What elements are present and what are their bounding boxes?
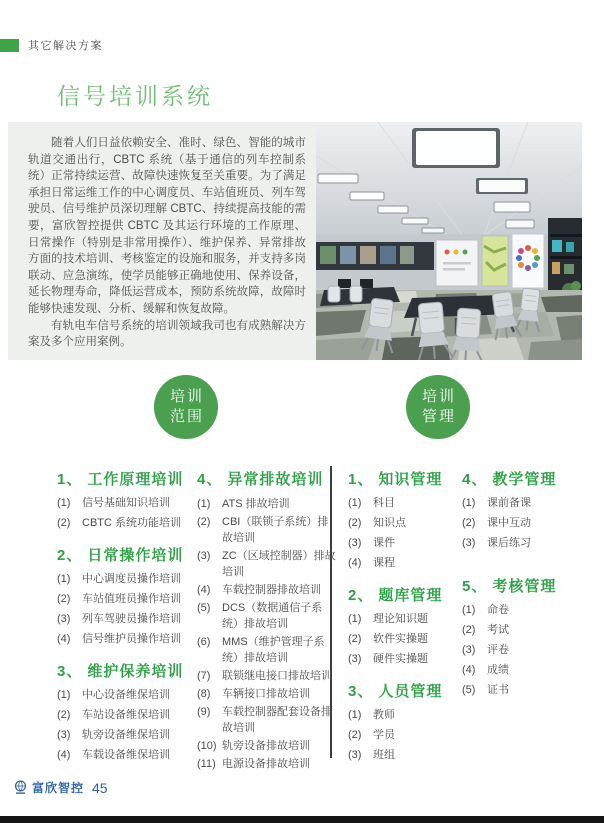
- list-item: [197, 686, 338, 702]
- section-title: [57, 468, 197, 489]
- item-text: MMS（维护管理子系统）排故培训: [222, 636, 325, 664]
- list-item: [348, 632, 460, 647]
- section-title: [462, 468, 578, 489]
- list-item: [348, 536, 460, 551]
- eyebrow-label: 其它解决方案: [28, 40, 103, 52]
- item-number: (4): [462, 664, 476, 676]
- list-item: [348, 516, 460, 531]
- item-text: 信号维护员操作培训: [82, 633, 181, 645]
- item-number: (2): [462, 517, 476, 529]
- list-item: [197, 600, 338, 632]
- list-item: [462, 516, 578, 531]
- brand-logo-icon: [13, 780, 28, 795]
- section-items: [57, 496, 197, 531]
- section-name: 教学管理: [492, 471, 557, 488]
- list-item: [348, 728, 460, 743]
- list-item: [57, 612, 197, 627]
- list-item: [57, 516, 197, 531]
- item-text: 硬件实操题: [373, 653, 428, 665]
- item-number: (6): [197, 636, 211, 648]
- item-text: 车辆接口排故培训: [222, 688, 310, 700]
- item-text: 成绩: [487, 664, 509, 676]
- item-number: (2): [57, 593, 71, 605]
- section-question-bank-management: [348, 584, 460, 667]
- item-number: (3): [348, 653, 362, 665]
- item-text: 命卷: [487, 604, 509, 616]
- badge-training-management: [406, 375, 470, 439]
- section-name: 考核管理: [492, 578, 557, 595]
- section-number: 5、: [462, 578, 488, 595]
- list-item: [197, 634, 338, 666]
- item-number: (1): [197, 498, 211, 510]
- section-items: [348, 612, 460, 667]
- list-item: [348, 556, 460, 571]
- list-item: [57, 572, 197, 587]
- item-number: (4): [57, 633, 71, 645]
- badge-training-scope: [154, 375, 218, 439]
- item-number: (2): [348, 517, 362, 529]
- section-maintenance-training: [57, 660, 197, 763]
- list-item: [348, 612, 460, 627]
- item-number: (7): [197, 670, 211, 682]
- item-number: (3): [197, 550, 211, 562]
- list-item: [348, 708, 460, 723]
- section-name: 异常排故培训: [227, 471, 324, 488]
- item-text: ZC（区域控制器）排故培训: [222, 550, 336, 578]
- green-square-icon: [0, 39, 19, 52]
- list-item: [462, 623, 578, 638]
- item-number: (3): [462, 537, 476, 549]
- item-number: (11): [197, 758, 216, 770]
- item-text: 教师: [373, 709, 395, 721]
- item-number: (3): [348, 749, 362, 761]
- section-personnel-management: [348, 680, 460, 763]
- list-item: [197, 756, 338, 772]
- section-items: [462, 603, 578, 698]
- section-daily-operation-training: [57, 544, 197, 647]
- section-title: [348, 468, 460, 489]
- list-item: [462, 663, 578, 678]
- item-text: 车载控制器排故培训: [222, 584, 321, 596]
- item-text: 课后练习: [487, 537, 531, 549]
- section-items: [57, 688, 197, 763]
- item-number: (2): [197, 516, 211, 528]
- section-number: 4、: [462, 471, 488, 488]
- item-number: (4): [57, 749, 71, 761]
- section-number: 4、: [197, 471, 223, 488]
- intro-paragraph-1: 随着人们日益依赖安全、准时、绿色、智能的城市轨道交通出行，CBTC 系统（基于通信的列车控制系统）正常持续运营、故障快速恢复至关重要。为了满足承担日常运维工作的中心调度员、车站值班员、列车驾驶员、信号维护员深切理解 CBTC、持续提高技能的需要，富欣智控提供 CBTC 及其运行环境的工作原理、日常操作（特别是非常用操作）、维护保养、异常排故方面的技术培训、考核鉴定的设施和服务，并支持多岗联动、应急演练，使学员能够正确地使用、保养设备，延长物理寿命，降低运营成本，预防系统故障，故障时能够快速发现、分析、缓解和恢复故障。: [28, 137, 306, 315]
- section-name: 知识管理: [378, 471, 443, 488]
- section-assessment-management: [462, 575, 578, 698]
- list-item: [348, 496, 460, 511]
- management-column-2: [462, 468, 578, 711]
- item-text: 车载设备维保培训: [82, 749, 170, 761]
- item-number: (10): [197, 740, 217, 752]
- item-number: (4): [197, 584, 211, 596]
- item-text: ATS 排故培训: [222, 498, 290, 510]
- item-text: 信号基础知识培训: [82, 497, 170, 509]
- list-item: [197, 738, 338, 754]
- list-item: [462, 683, 578, 698]
- brand-name: 富欣智控: [32, 781, 85, 795]
- item-number: (5): [197, 602, 211, 614]
- section-number: 1、: [57, 471, 83, 488]
- item-number: (2): [57, 517, 71, 529]
- section-fault-handling-training: [197, 468, 338, 772]
- item-number: (5): [462, 684, 476, 696]
- item-number: (2): [57, 709, 71, 721]
- item-text: 理论知识题: [373, 613, 428, 625]
- item-number: (3): [348, 537, 362, 549]
- item-text: 课程: [373, 557, 395, 569]
- section-title: [197, 468, 338, 489]
- item-number: (8): [197, 688, 211, 700]
- item-text: 知识点: [373, 517, 406, 529]
- item-text: 电源设备排故培训: [222, 758, 310, 770]
- item-text: 软件实操题: [373, 633, 428, 645]
- item-text: CBTC 系统功能培训: [82, 517, 181, 529]
- list-item: [57, 728, 197, 743]
- training-room-illustration: [316, 122, 582, 360]
- list-item: [348, 652, 460, 667]
- item-text: 学员: [373, 729, 395, 741]
- list-item: [57, 708, 197, 723]
- list-item: [57, 592, 197, 607]
- item-text: 车站设备维保培训: [82, 709, 170, 721]
- list-item: [57, 632, 197, 647]
- section-items: [462, 496, 578, 551]
- list-item: [348, 748, 460, 763]
- item-number: (3): [57, 613, 71, 625]
- item-text: 车载控制器配套设备排故培训: [222, 706, 332, 734]
- section-title: [348, 584, 460, 605]
- item-text: 中心调度员操作培训: [82, 573, 181, 585]
- item-text: 科目: [373, 497, 395, 509]
- section-name: 题库管理: [378, 587, 443, 604]
- item-number: (1): [348, 613, 362, 625]
- list-item: [57, 688, 197, 703]
- section-eyebrow: [0, 37, 103, 53]
- list-item: [197, 668, 338, 684]
- section-number: 3、: [348, 683, 374, 700]
- section-number: 2、: [57, 547, 83, 564]
- section-number: 2、: [348, 587, 374, 604]
- list-item: [197, 548, 338, 580]
- item-text: 课件: [373, 537, 395, 549]
- item-text: 中心设备维保培训: [82, 689, 170, 701]
- list-item: [197, 704, 338, 736]
- section-items: [348, 708, 460, 763]
- page-title: 信号培训系统: [57, 83, 213, 109]
- item-number: (2): [462, 624, 476, 636]
- item-text: DCS（数据通信子系统）排故培训: [222, 602, 323, 630]
- list-item: [57, 496, 197, 511]
- item-text: 轨旁设备维保培训: [82, 729, 170, 741]
- section-number: 1、: [348, 471, 374, 488]
- section-number: 3、: [57, 663, 83, 680]
- section-title: [348, 680, 460, 701]
- item-text: 考试: [487, 624, 509, 636]
- section-knowledge-management: [348, 468, 460, 571]
- section-title: [462, 575, 578, 596]
- item-number: (9): [197, 706, 211, 718]
- item-number: (1): [57, 573, 71, 585]
- training-room-photo: [316, 122, 582, 360]
- item-number: (1): [462, 604, 476, 616]
- page-footer: [13, 779, 108, 796]
- section-name: 人员管理: [378, 683, 443, 700]
- scope-column-1: [57, 468, 197, 776]
- page-bottom-edge: [0, 816, 604, 823]
- item-number: (1): [57, 497, 71, 509]
- list-item: [197, 514, 338, 546]
- intro-paragraph-2: 有轨电车信号系统的培训领域我司也有成熟解决方案及多个应用案例。: [28, 319, 306, 349]
- section-title: [57, 544, 197, 565]
- badge-line: 管理: [421, 408, 456, 425]
- item-number: (4): [348, 557, 362, 569]
- section-title: [57, 660, 197, 681]
- page-number: 45: [92, 779, 108, 796]
- list-item: [462, 643, 578, 658]
- scope-column-2: [197, 468, 338, 785]
- item-number: (3): [462, 644, 476, 656]
- section-teaching-management: [462, 468, 578, 551]
- item-text: 列车驾驶员操作培训: [82, 613, 181, 625]
- item-text: 课中互动: [487, 517, 531, 529]
- section-name: 工作原理培训: [87, 471, 184, 488]
- item-text: 课前备课: [487, 497, 531, 509]
- item-number: (1): [462, 497, 476, 509]
- item-number: (2): [348, 633, 362, 645]
- badge-line: 培训: [421, 388, 456, 405]
- item-text: 评卷: [487, 644, 509, 656]
- item-number: (1): [57, 689, 71, 701]
- list-item: [197, 582, 338, 598]
- badge-line: 范围: [169, 408, 204, 425]
- item-number: (1): [348, 709, 362, 721]
- badge-line: 培训: [169, 388, 204, 405]
- item-text: 轨旁设备排故培训: [222, 740, 310, 752]
- item-number: (1): [348, 497, 362, 509]
- list-item: [462, 536, 578, 551]
- section-name: 维护保养培训: [87, 663, 184, 680]
- list-item: [197, 496, 338, 512]
- list-item: [57, 748, 197, 763]
- list-item: [462, 603, 578, 618]
- section-items: [57, 572, 197, 647]
- item-number: (2): [348, 729, 362, 741]
- item-text: 证书: [487, 684, 509, 696]
- item-text: 联锁继电接口排故培训: [222, 670, 332, 682]
- section-name: 日常操作培训: [87, 547, 184, 564]
- list-item: [462, 496, 578, 511]
- item-text: 班组: [373, 749, 395, 761]
- management-column-1: [348, 468, 460, 776]
- section-items: [348, 496, 460, 571]
- intro-panel: [8, 122, 316, 360]
- section-items: [197, 496, 338, 772]
- item-text: 车站值班员操作培训: [82, 593, 181, 605]
- item-text: CBI（联锁子系统）排故培训: [222, 516, 329, 544]
- section-work-principle-training: [57, 468, 197, 531]
- item-number: (3): [57, 729, 71, 741]
